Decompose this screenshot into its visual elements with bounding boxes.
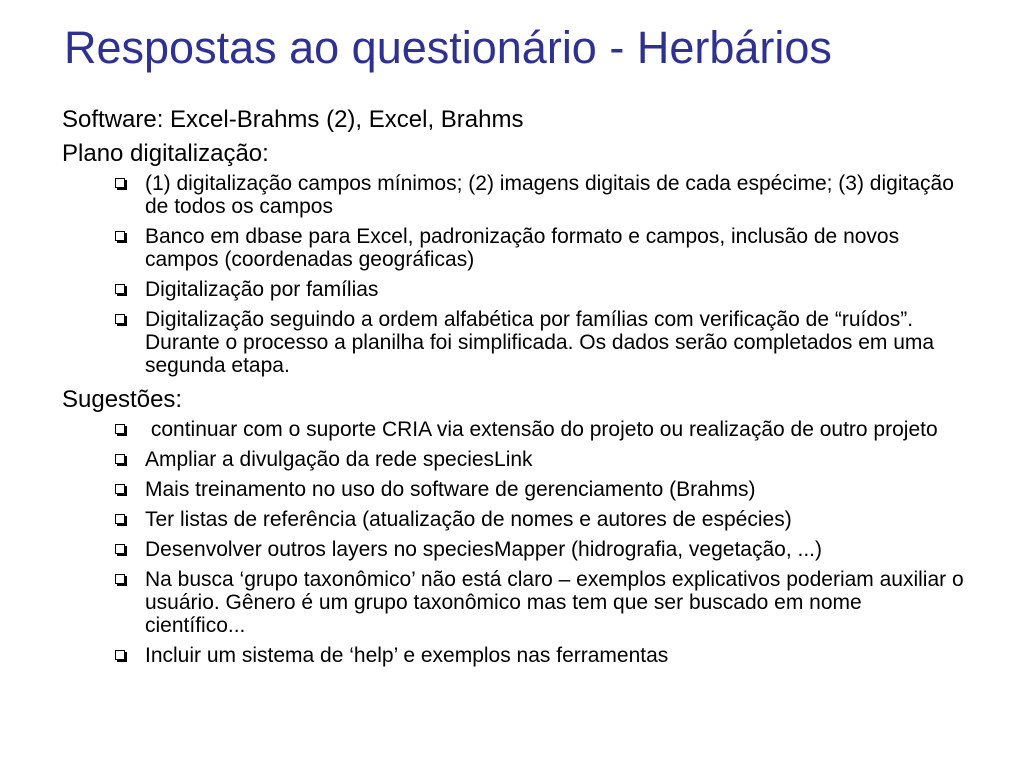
list-item-text: Na busca ‘grupo taxonômico’ não está claro – exemplos explicativos poderiam auxiliar o usuário. Gênero é um grupo taxonômico mas tem que ser buscado em nome científico... [145, 568, 964, 637]
list-item-text: Incluir um sistema de ‘help’ e exemplos nas ferramentas [145, 644, 669, 667]
slide-title: Respostas ao questionário - Herbários [64, 22, 832, 73]
list-item [62, 418, 965, 441]
list-item-text: Digitalização seguindo a ordem alfabética por famílias com verificação de “ruídos”. Durante o processo a planilha foi simplificada. Os dados serão completados em uma segunda etapa. [145, 308, 935, 377]
checkbox-square-icon [115, 650, 125, 660]
list-item-text: Banco em dbase para Excel, padronização formato e campos, inclusão de novos campos (coordenadas geográficas) [145, 225, 900, 271]
list-item [62, 308, 965, 377]
list-item-text: Digitalização por famílias [145, 278, 379, 301]
software-line: Software: Excel-Brahms (2), Excel, Brahms [62, 106, 524, 133]
plano-list [62, 172, 1002, 377]
checkbox-square-icon [115, 514, 125, 524]
list-item [62, 538, 965, 561]
list-item [62, 478, 965, 501]
checkbox-square-icon [115, 544, 125, 554]
sugestoes-heading: Sugestões: [62, 386, 183, 413]
slide-body [62, 104, 1002, 674]
list-item-text: Ampliar a divulgação da rede speciesLink [145, 448, 533, 471]
list-item-text: (1) digitalização campos mínimos; (2) imagens digitais de cada espécime; (3) digitação de todos os campos [145, 172, 954, 218]
list-item-text: Desenvolver outros layers no speciesMapper (hidrografia, vegetação, ...) [145, 538, 823, 561]
plano-heading: Plano digitalização: [62, 140, 269, 167]
checkbox-square-icon [115, 231, 125, 241]
checkbox-square-icon [115, 484, 125, 494]
checkbox-square-icon [115, 454, 125, 464]
checkbox-square-icon [115, 178, 125, 188]
list-item [62, 508, 965, 531]
list-item [62, 278, 965, 301]
list-item [62, 448, 965, 471]
list-item [62, 172, 965, 218]
checkbox-square-icon [115, 284, 125, 294]
list-item [62, 568, 965, 637]
list-item [62, 644, 965, 667]
checkbox-square-icon [115, 314, 125, 324]
list-item-text: continuar com o suporte CRIA via extensão do projeto ou realização de outro projeto [145, 418, 938, 441]
list-item-text: Mais treinamento no uso do software de gerenciamento (Brahms) [145, 478, 756, 501]
checkbox-square-icon [115, 574, 125, 584]
list-item [62, 225, 965, 271]
sugestoes-list [62, 418, 1002, 667]
list-item-text: Ter listas de referência (atualização de nomes e autores de espécies) [145, 508, 792, 531]
checkbox-square-icon [115, 424, 125, 434]
